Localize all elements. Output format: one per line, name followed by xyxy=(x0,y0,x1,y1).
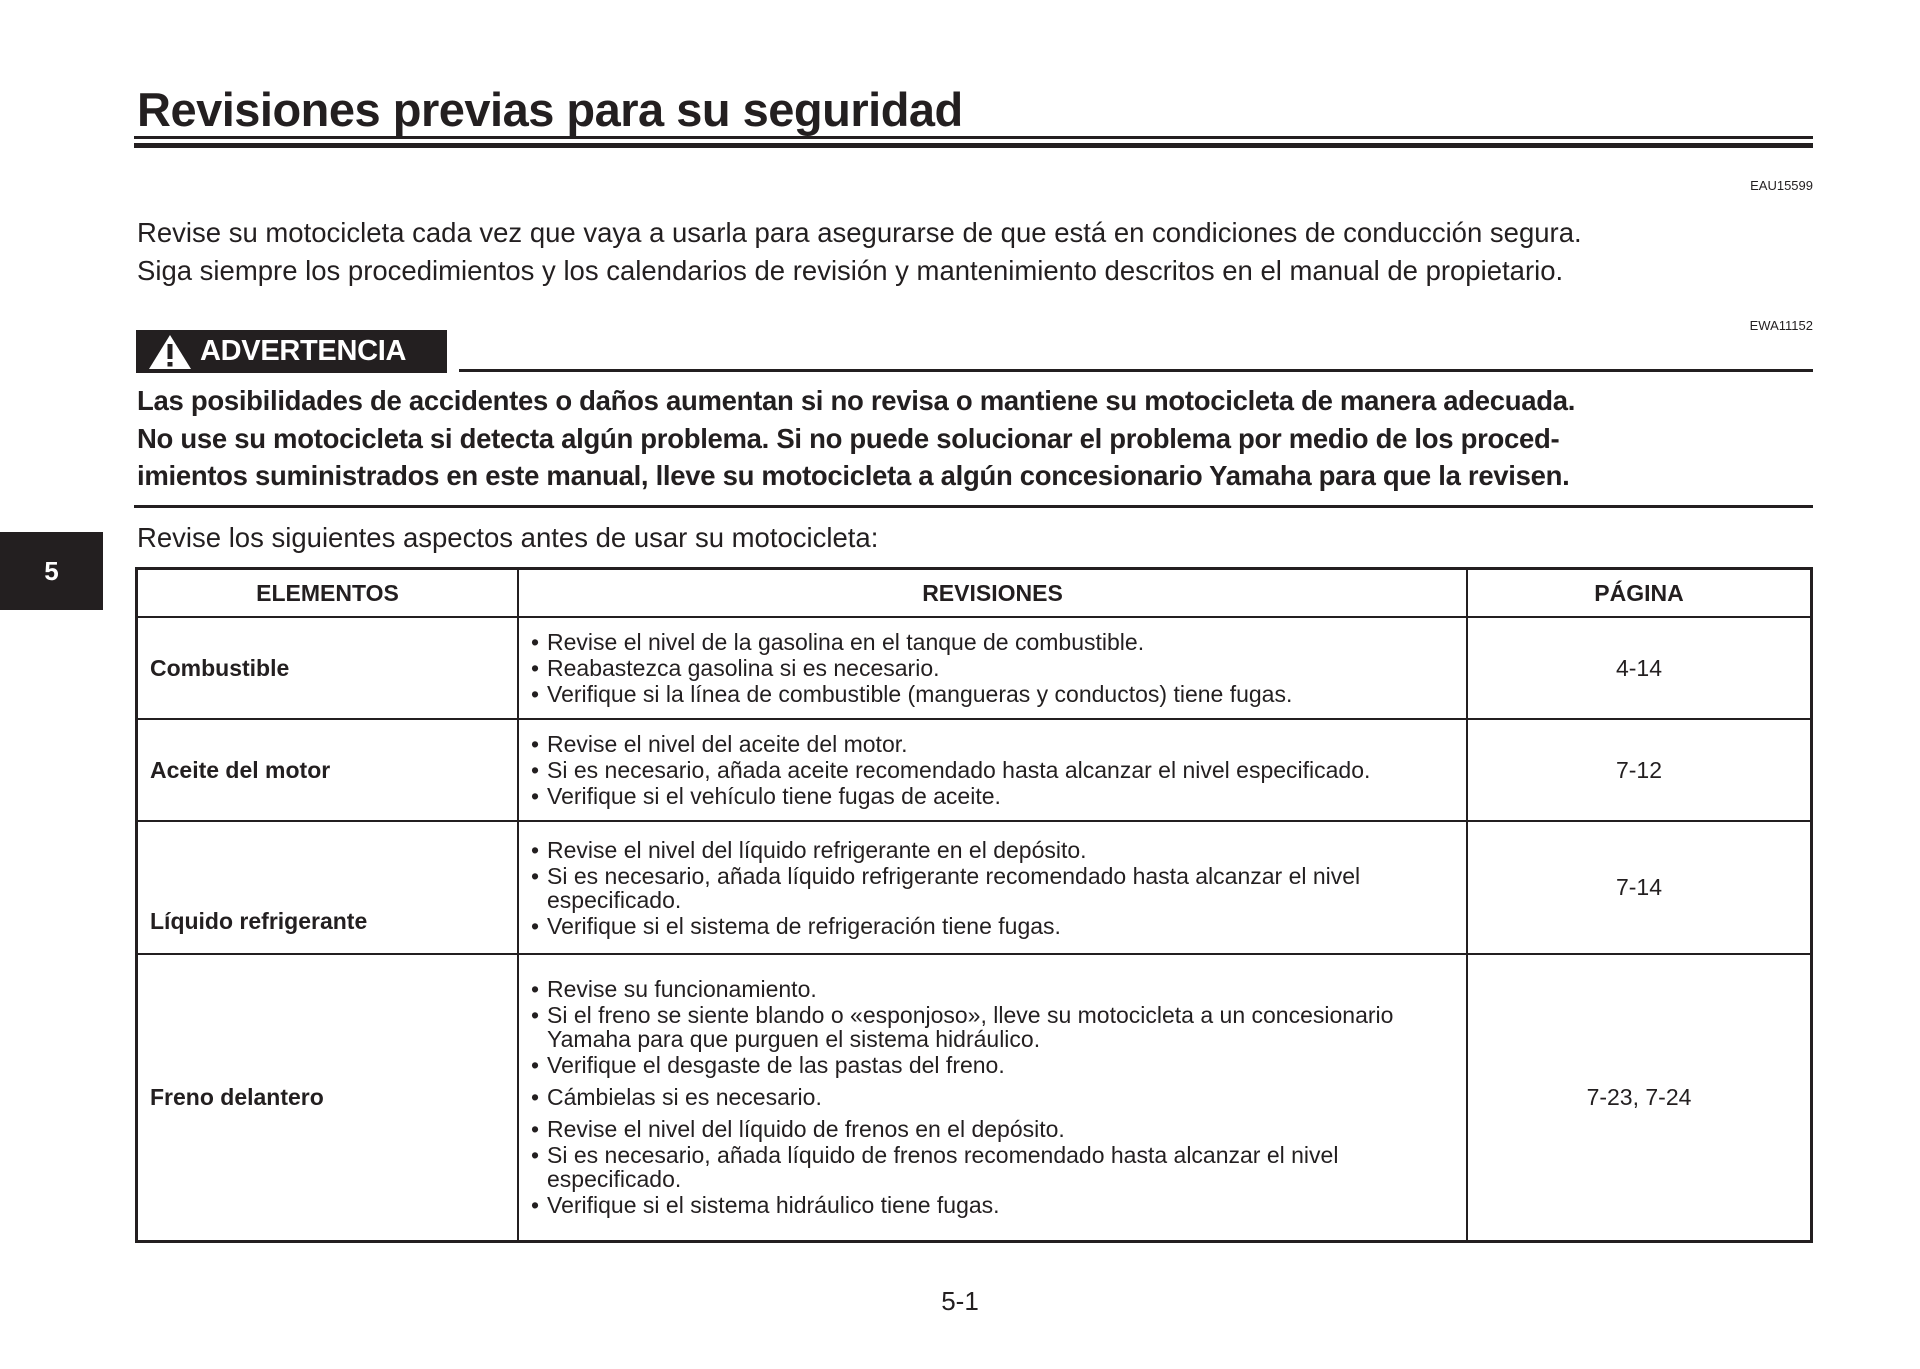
intro-line: Revise su motocicleta cada vez que vaya a usarla para asegurarse de que está en condiciones de conducción segura. xyxy=(137,217,1582,248)
checks-cell xyxy=(518,821,1467,954)
header-revisiones: REVISIONES xyxy=(518,569,1467,618)
bullet-icon: • xyxy=(531,731,540,757)
check-text: Verifique si el vehículo tiene fugas de aceite. xyxy=(547,783,1001,809)
title-rule xyxy=(134,136,1813,139)
element-cell: Líquido refrigerante xyxy=(137,821,519,954)
chapter-tab: 5 xyxy=(0,532,103,610)
checks-table xyxy=(135,567,1813,1243)
header-elementos: ELEMENTOS xyxy=(137,569,519,618)
check-text: Revise el nivel de la gasolina en el tanque de combustible. xyxy=(547,629,1145,655)
check-text: Revise el nivel del aceite del motor. xyxy=(547,731,908,757)
table-header-row xyxy=(137,569,1812,618)
warning-line: Las posibilidades de accidentes o daños aumentan si no revisa o mantiene su motocicleta de manera adecuada. xyxy=(137,385,1576,416)
title-rule-thick xyxy=(134,143,1813,148)
element-cell: Freno delantero xyxy=(137,954,519,1241)
section-code: EAU15599 xyxy=(1750,178,1813,193)
check-text: Verifique si el sistema de refrigeración tiene fugas. xyxy=(547,912,1061,939)
table-row xyxy=(137,954,1812,1241)
check-item xyxy=(531,838,1456,862)
bullet-icon: • xyxy=(531,1084,540,1111)
bullet-icon: • xyxy=(531,862,540,889)
checks-cell xyxy=(518,617,1467,719)
check-item xyxy=(531,1143,1456,1191)
check-text: Revise el nivel del líquido refrigerante en el depósito. xyxy=(547,836,1087,863)
check-item xyxy=(531,732,1456,756)
check-text: Si es necesario, añada aceite recomendado hasta alcanzar el nivel especificado. xyxy=(547,757,1371,783)
check-item xyxy=(531,864,1456,912)
bullet-icon: • xyxy=(531,1142,540,1169)
bullet-icon: • xyxy=(531,681,540,707)
warning-label: ADVERTENCIA xyxy=(200,335,407,367)
check-item xyxy=(531,914,1456,938)
bullet-icon: • xyxy=(531,836,540,863)
warning-text xyxy=(137,382,1575,495)
check-item xyxy=(531,1085,1456,1109)
table-row xyxy=(137,821,1812,954)
page-cell: 7-12 xyxy=(1467,719,1812,821)
check-text: Verifique si el sistema hidráulico tiene fugas. xyxy=(547,1192,1000,1219)
bullet-icon: • xyxy=(531,1052,540,1079)
header-pagina: PÁGINA xyxy=(1467,569,1812,618)
check-text: Revise su funcionamiento. xyxy=(547,976,817,1003)
warning-triangle-icon xyxy=(148,334,192,370)
table-intro: Revise los siguientes aspectos antes de usar su motocicleta: xyxy=(137,522,879,553)
check-text: Si el freno se siente blando o «esponjoso», lleve su motocicleta a un concesionario Yamaha para que purguen el sistema hidráulico. xyxy=(547,1002,1394,1053)
check-text: Si es necesario, añada líquido refrigerante recomendado hasta alcanzar el nivel especificado. xyxy=(547,862,1361,913)
checks-cell xyxy=(518,954,1467,1241)
checks-cell xyxy=(518,719,1467,821)
bullet-icon: • xyxy=(531,976,540,1003)
check-item xyxy=(531,1003,1456,1051)
check-text: Verifique si la línea de combustible (mangueras y conductos) tiene fugas. xyxy=(547,681,1293,707)
bullet-icon: • xyxy=(531,783,540,809)
page-cell: 4-14 xyxy=(1467,617,1812,719)
check-item xyxy=(531,758,1456,782)
page-cell: 7-14 xyxy=(1467,821,1812,954)
check-item xyxy=(531,1117,1456,1141)
page-title: Revisiones previas para su seguridad xyxy=(137,83,963,136)
bullet-icon: • xyxy=(531,757,540,783)
table-row xyxy=(137,617,1812,719)
bullet-icon: • xyxy=(531,912,540,939)
check-text: Si es necesario, añada líquido de frenos recomendado hasta alcanzar el nivel especificado. xyxy=(547,1142,1339,1193)
warning-rule xyxy=(459,369,1813,372)
element-cell: Combustible xyxy=(137,617,519,719)
check-text: Reabastezca gasolina si es necesario. xyxy=(547,655,940,681)
check-item xyxy=(531,630,1456,654)
table-row xyxy=(137,719,1812,821)
check-item xyxy=(531,1053,1456,1077)
warning-code: EWA11152 xyxy=(1749,318,1813,333)
check-item xyxy=(531,977,1456,1001)
bullet-icon: • xyxy=(531,655,540,681)
check-text: Verifique el desgaste de las pastas del freno. xyxy=(547,1052,1005,1079)
bullet-icon: • xyxy=(531,1192,540,1219)
check-text: Cámbielas si es necesario. xyxy=(547,1084,822,1111)
check-item xyxy=(531,682,1456,706)
page-cell: 7-23, 7-24 xyxy=(1467,954,1812,1241)
bullet-icon: • xyxy=(531,629,540,655)
intro-paragraph xyxy=(137,214,1582,290)
bullet-icon: • xyxy=(531,1002,540,1029)
warning-line: No use su motocicleta si detecta algún problema. Si no puede solucionar el problema por medio de los proced- xyxy=(137,422,1560,454)
intro-line: Siga siempre los procedimientos y los calendarios de revisión y mantenimiento descritos en el manual de propietario. xyxy=(137,255,1564,286)
warning-line: imientos suministrados en este manual, lleve su motocicleta a algún concesionario Yamaha para que la revisen. xyxy=(137,460,1570,491)
warning-banner xyxy=(136,330,447,373)
check-item xyxy=(531,784,1456,808)
element-cell: Aceite del motor xyxy=(137,719,519,821)
check-text: Revise el nivel del líquido de frenos en el depósito. xyxy=(547,1116,1065,1143)
check-item xyxy=(531,1193,1456,1217)
page-number: 5-1 xyxy=(941,1286,979,1316)
bullet-icon: • xyxy=(531,1116,540,1143)
check-item xyxy=(531,656,1456,680)
warning-end-rule xyxy=(134,505,1813,508)
